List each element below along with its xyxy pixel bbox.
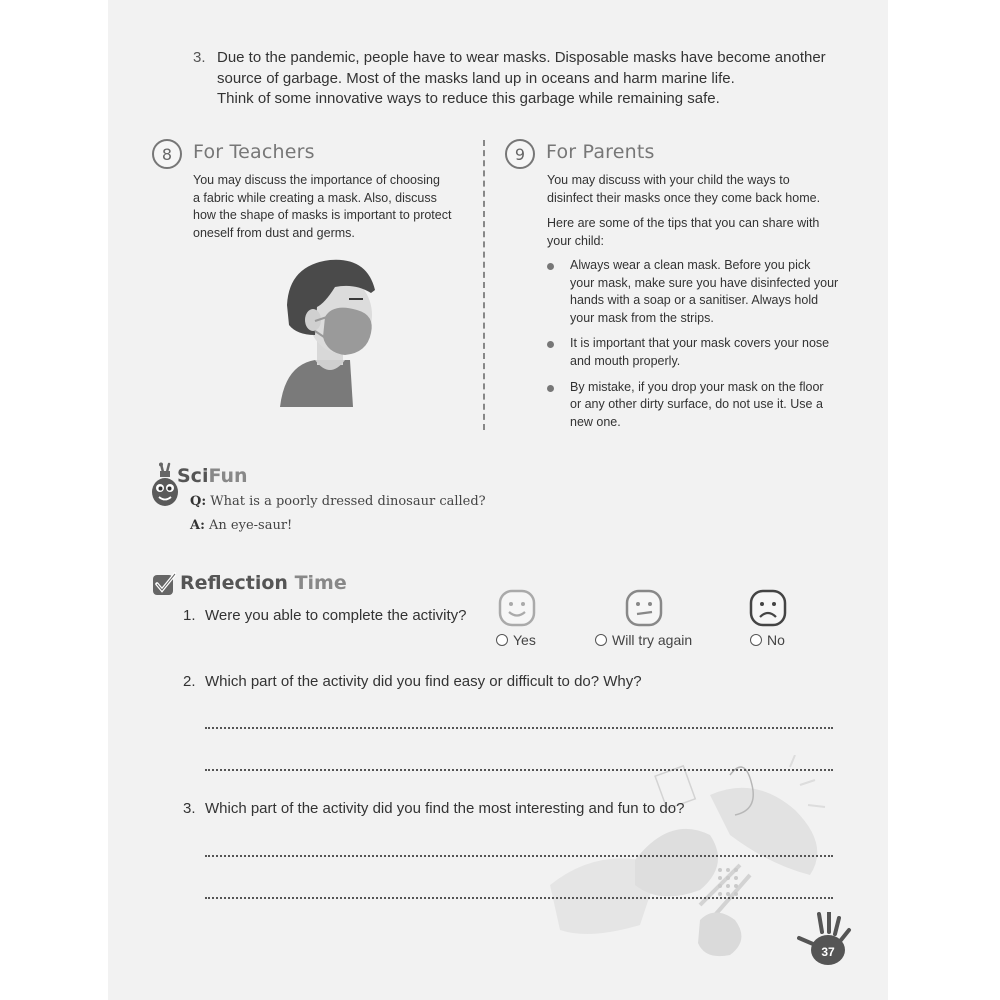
option-will-try-again[interactable] (595, 632, 692, 648)
answer-line-2a[interactable] (205, 727, 833, 729)
question-3-line-3: Think of some innovative ways to reduce this garbage while remaining safe. (217, 90, 720, 107)
tip-1-line-1: Always wear a clean mask. Before you pick (570, 258, 811, 272)
scifun-question: What is a poorly dressed dinosaur called? (210, 494, 486, 509)
parents-intro-2-line-1: Here are some of the tips that you can share with (547, 216, 820, 231)
list-item (547, 257, 847, 327)
person-wearing-mask-illustration (275, 255, 385, 410)
reflection-title-reflection: Reflection (180, 572, 288, 594)
option-will-try-again-label: Will try again (612, 632, 693, 648)
radio-yes[interactable] (496, 634, 508, 646)
parents-title: For Parents (546, 141, 655, 163)
parents-number: 9 (514, 144, 526, 164)
reflection-question-2-text: Which part of the activity did you find easy or difficult to do? Why? (205, 673, 642, 690)
radio-no[interactable] (750, 634, 762, 646)
question-3-line-2: source of garbage. Most of the masks land up in oceans and harm marine life. (217, 69, 735, 87)
teachers-line-3: how the shape of masks is important to protect (193, 208, 452, 223)
reflection-title (180, 572, 347, 594)
sad-face-icon (749, 589, 787, 627)
answer-line-3a[interactable] (205, 855, 833, 857)
answer-line-2b[interactable] (205, 769, 833, 771)
parents-number-badge (505, 139, 535, 169)
tip-1-line-2: your mask, make sure you have disinfected your (570, 275, 839, 290)
reflection-question-1-number: 1. (183, 607, 196, 624)
tip-2-line-2: and mouth properly. (570, 353, 681, 368)
parents-intro-2-line-2: your child: (547, 233, 604, 248)
page-number: 37 (821, 945, 835, 959)
tip-1-line-4: your mask from the strips. (570, 310, 714, 325)
teachers-number-badge (152, 139, 182, 169)
question-3-line-1: Due to the pandemic, people have to wear masks. Disposable masks have become another (217, 49, 826, 66)
teachers-line-1: You may discuss the importance of choosing (193, 173, 440, 187)
teachers-number: 8 (161, 144, 173, 164)
hand-print-icon (797, 912, 861, 968)
tip-3-line-2: or any other dirty surface, do not use it. Use a (570, 397, 823, 412)
tip-1-line-3: hands with a soap or a sanitiser. Always hold (570, 293, 819, 308)
scifun-title (177, 465, 248, 487)
parents-tips-list (547, 257, 847, 439)
list-item (547, 335, 847, 370)
scifun-question-row (190, 494, 486, 509)
teachers-line-2: a fabric while creating a mask. Also, discuss (193, 190, 437, 205)
question-3-number: 3. (193, 49, 206, 66)
reflection-question-1-text: Were you able to complete the activity? (205, 607, 467, 624)
scifun-answer-row (190, 518, 292, 533)
neutral-face-icon (625, 589, 663, 627)
radio-will-try-again[interactable] (595, 634, 607, 646)
scifun-title-fun: Fun (208, 465, 248, 487)
option-yes-label: Yes (513, 632, 536, 648)
tip-3-line-1: By mistake, if you drop your mask on the floor (570, 379, 824, 394)
reflection-question-3 (183, 800, 684, 817)
scifun-title-sci: Sci (177, 465, 209, 487)
tip-2-line-1: It is important that your mask covers your nose (570, 336, 830, 351)
reflection-question-3-number: 3. (183, 800, 196, 817)
option-no-label: No (767, 632, 785, 648)
bulb-creature-icon (150, 462, 180, 508)
parents-text (547, 172, 847, 250)
checkbox-check-icon (152, 572, 176, 596)
reflection-question-1 (183, 607, 467, 624)
reflection-question-3-text: Which part of the activity did you find the most interesting and fun to do? (205, 800, 685, 817)
column-divider (483, 140, 485, 430)
reflection-question-2 (183, 673, 642, 690)
tip-3-line-3: new one. (570, 414, 621, 429)
teachers-line-4: oneself from dust and germs. (193, 225, 355, 240)
reflection-question-2-number: 2. (183, 673, 196, 690)
smiley-face-icon (498, 589, 536, 627)
scifun-answer: An eye-saur! (209, 518, 293, 533)
answer-line-3b[interactable] (205, 897, 833, 899)
reflection-title-time: Time (294, 572, 347, 594)
parents-intro-1-line-2: disinfect their masks once they come back home. (547, 190, 821, 205)
option-yes[interactable] (496, 632, 536, 648)
scifun-a-label: A: (190, 518, 205, 533)
option-no[interactable] (750, 632, 785, 648)
question-3-block (193, 48, 833, 110)
scifun-q-label: Q: (190, 494, 207, 509)
parents-intro-1-line-1: You may discuss with your child the ways to (547, 173, 790, 187)
teachers-text (193, 172, 473, 242)
list-item (547, 379, 847, 432)
teachers-title: For Teachers (193, 141, 315, 163)
